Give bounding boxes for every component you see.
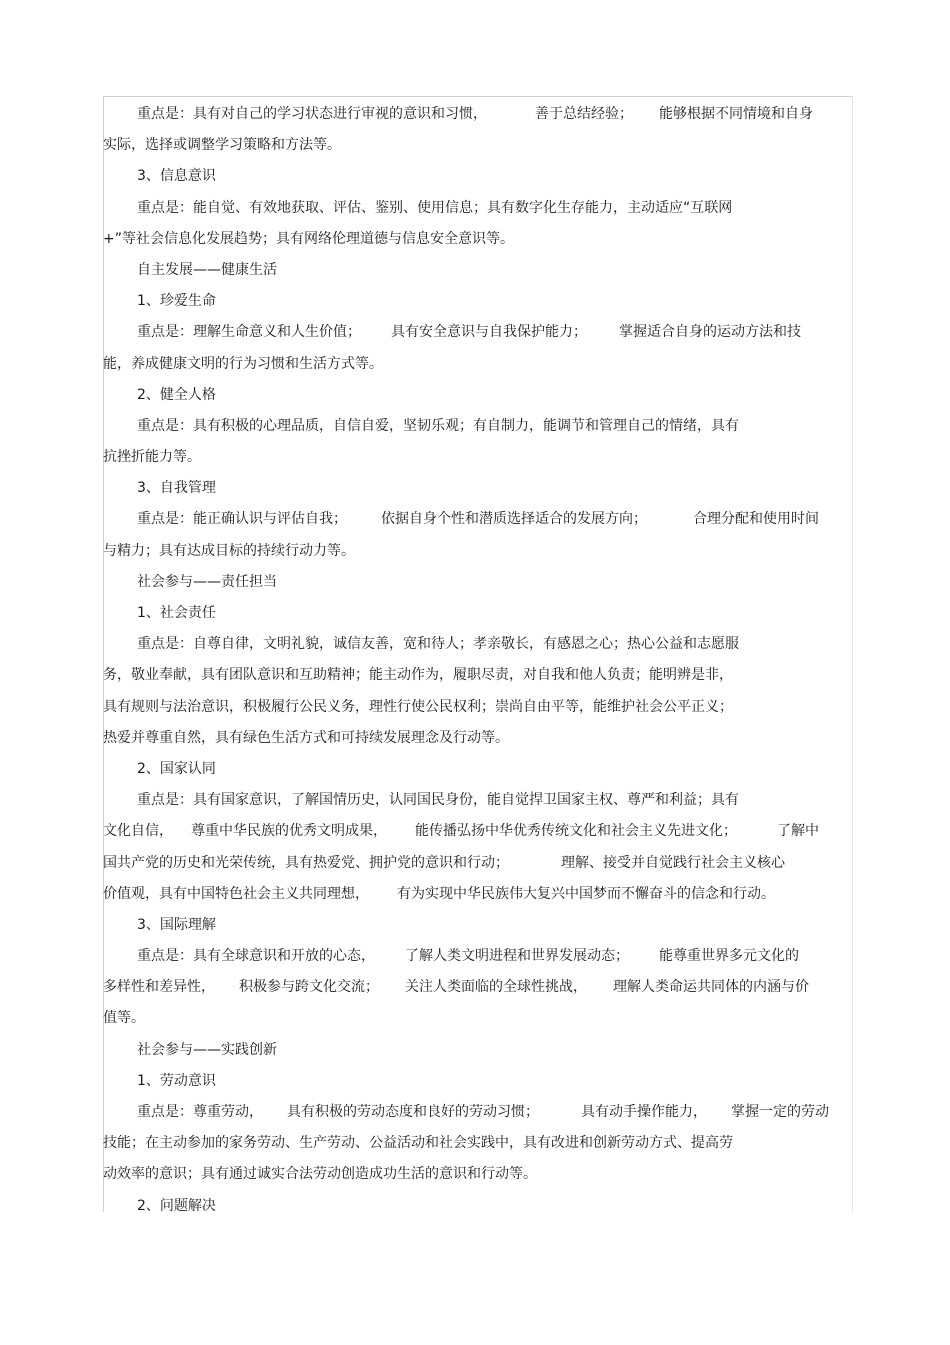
text-segment: 善于总结经验； bbox=[535, 106, 633, 122]
text-segment: 值等。 bbox=[103, 1010, 145, 1027]
text-segment: 重点是：能正确认识与评估自我； bbox=[137, 511, 347, 528]
text-segment: 抗挫折能力等。 bbox=[103, 449, 201, 466]
text-segment: 具有规则与法治意识，积极履行公民义务，理性行使公民权利；崇尚自由平等，能维护社会公平正义； bbox=[103, 698, 733, 715]
text-segment: 热爱并尊重自然，具有绿色生活方式和可持续发展理念及行动等。 bbox=[103, 729, 509, 746]
text-line bbox=[103, 286, 851, 317]
text-line bbox=[103, 1159, 851, 1190]
text-line bbox=[103, 1003, 851, 1034]
text-line bbox=[103, 692, 851, 723]
text-line bbox=[103, 130, 851, 161]
text-segment: 社会参与——责任担当 bbox=[137, 573, 277, 590]
text-line bbox=[103, 941, 851, 972]
text-segment: 关注人类面临的全球性挑战， bbox=[405, 979, 587, 996]
text-segment: 重点是：具有全球意识和开放的心态， bbox=[137, 948, 375, 965]
text-segment: 重点是：自尊自律，文明礼貌，诚信友善，宽和待人；孝亲敬长，有感恩之心；热心公益和志愿服 bbox=[137, 636, 739, 653]
text-segment: 技能；在主动参加的家务劳动、生产劳动、公益活动和社会实践中，具有改进和创新劳动方式、提高劳 bbox=[103, 1135, 733, 1152]
text-segment: 1、珍爱生命 bbox=[137, 293, 216, 310]
text-segment: 依据自身个性和潜质选择适合的发展方向； bbox=[381, 511, 647, 528]
text-segment: 2、问题解决 bbox=[137, 1197, 216, 1214]
text-line bbox=[103, 1066, 851, 1097]
text-line bbox=[103, 473, 851, 504]
text-line bbox=[103, 317, 851, 348]
text-line bbox=[103, 660, 851, 691]
text-line bbox=[103, 442, 851, 473]
text-segment: 1、社会责任 bbox=[137, 605, 216, 621]
text-segment: 3、自我管理 bbox=[137, 480, 216, 497]
text-line bbox=[103, 629, 851, 660]
text-segment: 3、信息意识 bbox=[137, 168, 216, 185]
text-line bbox=[103, 816, 851, 847]
text-segment: 务，敬业奉献，具有团队意识和互助精神；能主动作为，履职尽责，对自我和他人负责；能明辨是非， bbox=[103, 667, 733, 684]
text-line bbox=[103, 536, 851, 567]
text-segment: 重点是：具有国家意识，了解国情历史，认同国民身份，能自觉捍卫国家主权、尊严和利益；具有 bbox=[137, 792, 739, 809]
text-line bbox=[103, 255, 851, 286]
text-segment: 3、国际理解 bbox=[137, 916, 216, 933]
text-line bbox=[103, 1097, 851, 1128]
text-line bbox=[103, 848, 851, 879]
text-segment: 理解、接受并自觉践行社会主义核心 bbox=[561, 854, 785, 871]
text-line bbox=[103, 504, 851, 535]
text-segment: 社会参与——实践创新 bbox=[137, 1041, 277, 1058]
text-segment: 具有动手操作能力， bbox=[581, 1104, 707, 1120]
text-line bbox=[103, 972, 851, 1003]
text-line bbox=[103, 723, 851, 754]
text-segment: 有为实现中华民族伟大复兴中国梦而不懈奋斗的信念和行动。 bbox=[397, 885, 775, 902]
text-segment: 多样性和差异性， bbox=[103, 979, 215, 996]
document-body bbox=[103, 99, 851, 1222]
text-segment: 掌握一定的劳动 bbox=[731, 1104, 829, 1120]
text-segment: 重点是：尊重劳动， bbox=[137, 1104, 263, 1120]
text-segment: 重点是：理解生命意义和人生价值； bbox=[137, 324, 361, 341]
text-segment: 2、国家认同 bbox=[137, 760, 216, 777]
text-segment: 1、劳动意识 bbox=[137, 1072, 216, 1089]
text-segment: 重点是：具有积极的心理品质，自信自爱，坚韧乐观；有自制力，能调节和管理自己的情绪，具有 bbox=[137, 417, 739, 434]
text-segment: 能够根据不同情境和自身 bbox=[659, 106, 813, 122]
text-segment: 2、健全人格 bbox=[137, 386, 216, 403]
text-segment: 自主发展——健康生活 bbox=[137, 261, 277, 278]
text-segment: 掌握适合自身的运动方法和技 bbox=[619, 324, 801, 341]
text-segment: 重点是：能自觉、有效地获取、评估、鉴别、使用信息；具有数字化生存能力，主动适应“互联网 bbox=[137, 199, 733, 216]
text-segment: 尊重中华民族的优秀文明成果， bbox=[191, 823, 387, 840]
text-line bbox=[103, 567, 851, 598]
text-line bbox=[103, 785, 851, 816]
text-line bbox=[103, 99, 851, 130]
text-segment: 能，养成健康文明的行为习惯和生活方式等。 bbox=[103, 355, 383, 372]
text-segment: 理解人类命运共同体的内涵与价 bbox=[613, 979, 809, 996]
text-segment: 国共产党的历史和光荣传统，具有热爱党、拥护党的意识和行动； bbox=[103, 854, 509, 871]
text-segment: +”等社会信息化发展趋势；具有网络伦理道德与信息安全意识等。 bbox=[103, 230, 514, 247]
text-segment: 文化自信， bbox=[103, 823, 173, 840]
text-segment: 具有积极的劳动态度和良好的劳动习惯； bbox=[287, 1104, 539, 1120]
text-line bbox=[103, 193, 851, 224]
text-segment: 动效率的意识；具有通过诚实合法劳动创造成功生活的意识和行动等。 bbox=[103, 1166, 537, 1183]
text-line bbox=[103, 380, 851, 411]
text-line bbox=[103, 1128, 851, 1159]
text-segment: 积极参与跨文化交流； bbox=[239, 979, 379, 996]
text-line bbox=[103, 754, 851, 785]
text-line bbox=[103, 598, 851, 629]
text-line bbox=[103, 879, 851, 910]
text-segment: 价值观，具有中国特色社会主义共同理想， bbox=[103, 885, 369, 902]
text-segment: 了解人类文明进程和世界发展动态； bbox=[405, 948, 629, 965]
text-line bbox=[103, 1035, 851, 1066]
text-segment: 能传播弘扬中华优秀传统文化和社会主义先进文化； bbox=[415, 823, 737, 840]
text-segment: 了解中 bbox=[777, 823, 819, 840]
text-segment: 合理分配和使用时间 bbox=[693, 511, 819, 528]
text-line bbox=[103, 411, 851, 442]
text-line bbox=[103, 910, 851, 941]
text-segment: 与精力；具有达成目标的持续行动力等。 bbox=[103, 542, 355, 559]
text-line bbox=[103, 349, 851, 380]
text-segment: 实际，选择或调整学习策略和方法等。 bbox=[103, 137, 341, 154]
text-segment: 能尊重世界多元文化的 bbox=[659, 948, 799, 965]
text-segment: 重点是：具有对自己的学习状态进行审视的意识和习惯， bbox=[137, 106, 487, 122]
text-segment: 具有安全意识与自我保护能力； bbox=[391, 324, 587, 341]
text-line bbox=[103, 224, 851, 255]
text-line bbox=[103, 1191, 851, 1222]
text-line bbox=[103, 161, 851, 192]
